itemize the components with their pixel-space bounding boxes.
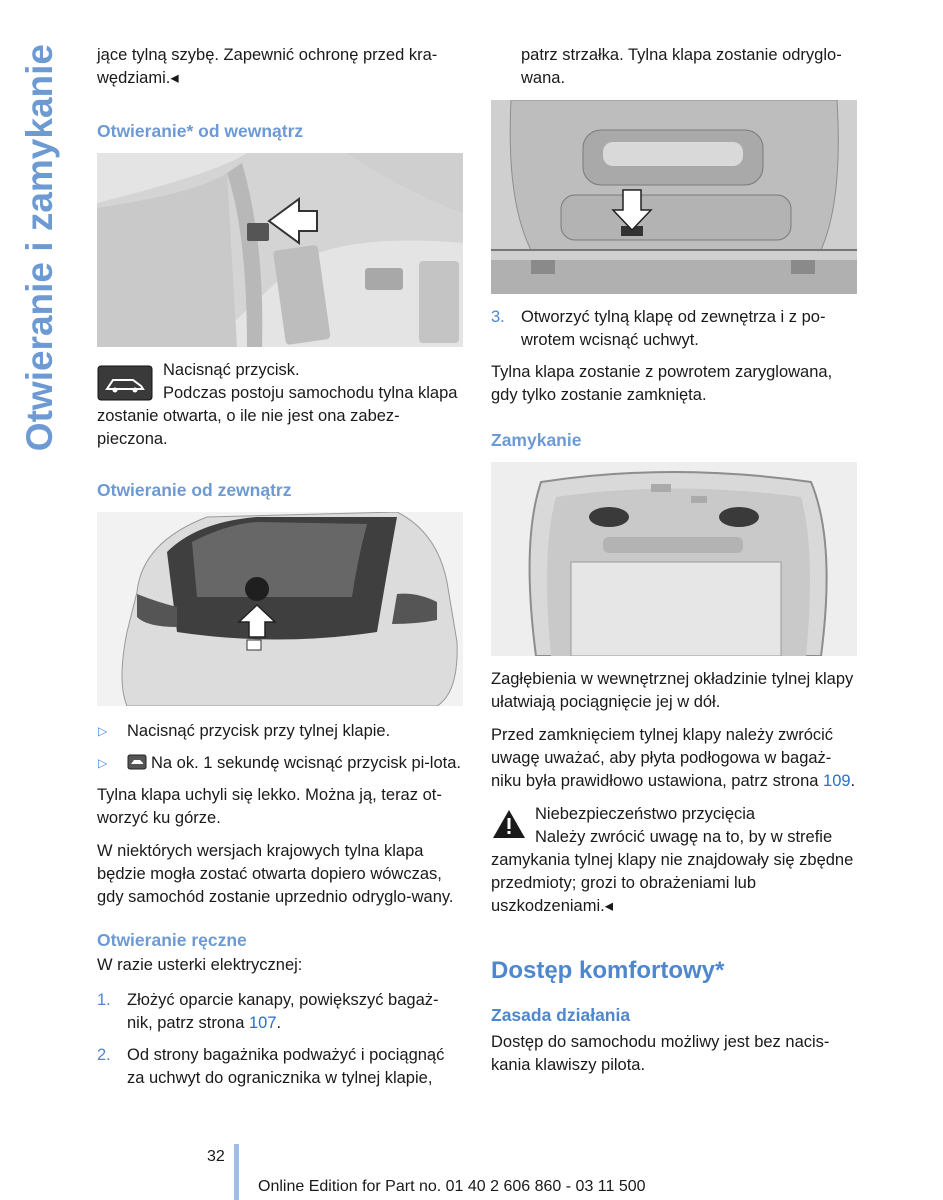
side-title-text: Otwieranie i zamykanie xyxy=(19,44,60,452)
bullet-text: Nacisnąć przycisk przy tylnej klapie. xyxy=(127,722,391,740)
remote-key-icon xyxy=(127,754,147,770)
page-number: 32 xyxy=(207,1148,225,1165)
step-number: 1. xyxy=(97,991,111,1009)
section-side-title xyxy=(18,44,62,464)
step-text: Od strony bagażnika podważyć i pociągnąć za uchwyt do ogranicznika w tylnej klapie, xyxy=(127,1046,445,1087)
heading-principle: Zasada działania xyxy=(491,1005,631,1025)
continuation-text: patrz strzałka. Tylna klapa zostanie odryglo‐wana. xyxy=(521,46,842,87)
manual-intro: W razie usterki elektrycznej: xyxy=(97,956,303,974)
heading-closing: Zamykanie xyxy=(491,430,582,450)
bullet-text: Na ok. 1 sekundę wcisnąć przycisk pi‐lota. xyxy=(151,754,461,772)
relock-paragraph: Tylna klapa zostanie z powrotem zaryglowana, gdy tylko zostanie zamknięta. xyxy=(491,363,833,404)
intro-paragraph: jące tylną szybę. Zapewnić ochronę przed kra‐wędziami.◂ xyxy=(97,46,438,87)
outside-paragraph-1: Tylna klapa uchyli się lekko. Można ją, teraz ot‐worzyć ku górze. xyxy=(97,786,442,827)
list-item xyxy=(97,989,463,1035)
closing-paragraph-2-text: Przed zamknięciem tylnej klapy należy zwrócić uwagę uważać, aby płyta podłogowa w bagaż‐niku była prawidłowo ustawiona, patrz strona xyxy=(491,726,834,790)
outside-paragraph-2: W niektórych wersjach krajowych tylna klapa będzie mogła zostać otwarta dopiero wówczas, gdy samochód zostanie uprzednio odryglo‐wany. xyxy=(97,842,454,906)
step-text-end: . xyxy=(276,1014,282,1032)
tailgate-button-icon xyxy=(97,365,153,401)
list-item xyxy=(97,1044,463,1090)
tailgate-inner-image xyxy=(491,462,857,656)
inside-note: Podczas postoju samochodu tylna klapa zostanie otwarta, o ile nie jest ona zabez‐pieczona. xyxy=(97,384,458,448)
page-link-109[interactable]: 109 xyxy=(823,772,851,790)
manual-steps xyxy=(97,989,463,1090)
step-text: Otworzyć tylną klapę od zewnętrza i z po‐wrotem wcisnąć uchwyt. xyxy=(521,308,826,349)
step-text: Złożyć oparcie kanapy, powiększyć bagaż‐nik, patrz strona xyxy=(127,991,439,1032)
footer-divider xyxy=(234,1144,239,1200)
tailgate-handle-image xyxy=(491,100,857,294)
comfort-text: Dostęp do samochodu możliwy jest bez nacis‐kania klawiszy pilota. xyxy=(491,1033,830,1074)
page-link-107[interactable]: 107 xyxy=(248,1014,277,1032)
interior-button-image xyxy=(97,153,463,347)
button-instruction xyxy=(97,359,463,451)
triangle-bullet-icon: ▷ xyxy=(98,756,108,770)
heading-open-manual: Otwieranie ręczne xyxy=(97,930,247,950)
footer-edition: Online Edition for Part no. 01 40 2 606 860 - 03 11 500 xyxy=(258,1178,646,1195)
outside-bullets xyxy=(97,720,463,775)
tailgate-exterior-image xyxy=(97,512,463,706)
heading-open-inside: Otwieranie* od wewnątrz xyxy=(97,121,304,141)
step-number: 2. xyxy=(97,1046,111,1064)
triangle-bullet-icon: ▷ xyxy=(98,724,108,738)
warning-text: Należy zwrócić uwagę na to, by w strefie zamykania tylnej klapy nie znajdowały się zbędne przedmioty; grozi to obrażeniami lub uszkodzeniami.◂ xyxy=(491,828,854,915)
closing-paragraph-2 xyxy=(491,724,857,793)
list-item xyxy=(97,720,463,743)
step-number: 3. xyxy=(491,308,505,326)
right-column xyxy=(491,44,857,1087)
heading-comfort-access: Dostęp komfortowy* xyxy=(491,957,725,984)
list-item xyxy=(97,752,463,775)
warning-block xyxy=(491,803,857,918)
closing-paragraph-1: Zagłębienia w wewnętrznej okładzinie tylnej klapy ułatwiają pociągnięcie jej w dół. xyxy=(491,670,854,711)
closing-paragraph-2-end: . xyxy=(850,772,856,790)
warning-triangle-icon xyxy=(491,807,527,841)
manual-steps-continued xyxy=(491,306,857,352)
button-caption: Nacisnąć przycisk. xyxy=(163,361,300,379)
heading-open-outside: Otwieranie od zewnątrz xyxy=(97,480,292,500)
warning-title: Niebezpieczeństwo przycięcia xyxy=(535,805,756,823)
list-item xyxy=(491,306,857,352)
left-column xyxy=(97,44,463,1099)
